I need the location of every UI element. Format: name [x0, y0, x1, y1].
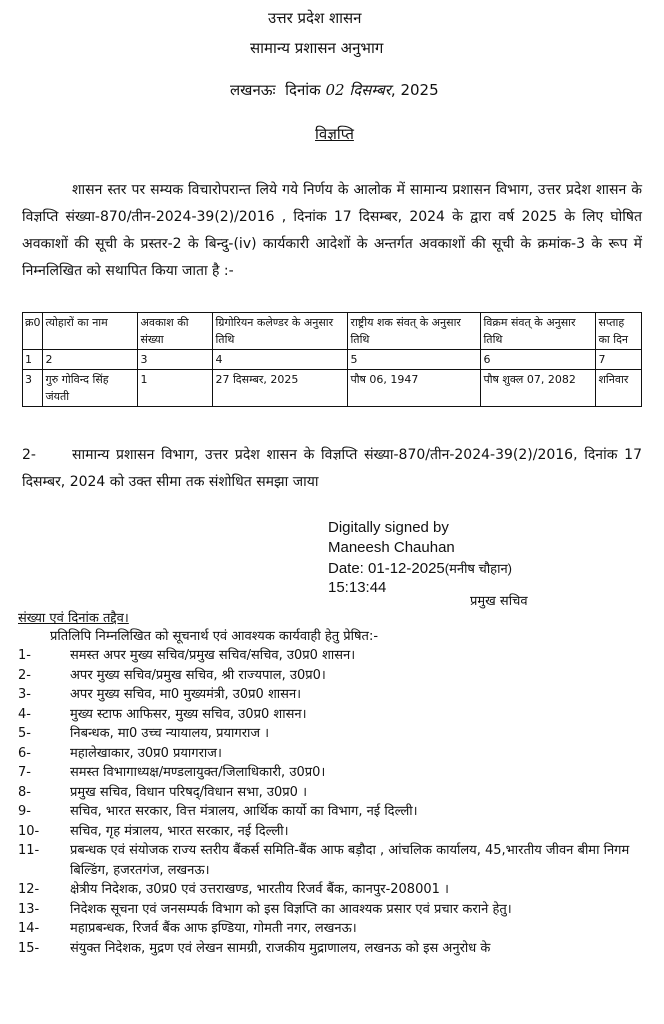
- item-text: समस्त अपर मुख्य सचिव/प्रमुख सचिव/सचिव, उ0प्र0 शासन।: [70, 648, 356, 663]
- item-number: 2-: [18, 667, 31, 683]
- holiday-table: [22, 312, 642, 407]
- item-number: 5-: [18, 726, 31, 741]
- list-item: [18, 763, 648, 783]
- item-number: 4-: [18, 706, 31, 722]
- number-cell: 7: [596, 350, 642, 370]
- table-number-row: [23, 350, 642, 370]
- item-text: महाप्रबन्धक, रिजर्व बैंक आफ इण्डिया, गोमती नगर, लखनऊ।: [70, 921, 357, 936]
- number-cell: 4: [213, 350, 348, 370]
- signature-line-3: [328, 559, 512, 577]
- header-cell: क्र0: [23, 313, 43, 350]
- number-cell: 3: [138, 350, 213, 370]
- signature-line-1: Digitally signed by: [328, 519, 449, 536]
- list-item: [18, 939, 648, 959]
- designation: प्रमुख सचिव: [470, 594, 528, 609]
- cell: पौष 06, 1947: [348, 370, 481, 407]
- item-text: संयुक्त निदेशक, मुद्रण एवं लेखन सामग्री, राजकीय मुद्राणालय, लखनऊ को इस अनुरोध के: [70, 940, 491, 956]
- copy-intro: प्रतिलिपि निम्नलिखित को सूचनार्थ एवं आवश्यक कार्यवाही हेतु प्रेषित:-: [50, 629, 379, 644]
- item-number: 11-: [18, 843, 40, 858]
- paragraph-2-number: 2-: [22, 447, 36, 463]
- table-row: [23, 370, 642, 407]
- header-cell: राष्ट्रीय शक संवत् के अनुसार तिथि: [348, 313, 481, 350]
- list-item: [18, 744, 648, 764]
- header-cell: त्योहारों का नाम: [43, 313, 138, 350]
- list-item: [18, 841, 648, 880]
- handwritten-date: 02 दिसम्बर: [325, 81, 391, 99]
- list-item: [18, 705, 648, 725]
- item-text: क्षेत्रीय निदेशक, उ0प्र0 एवं उत्तराखण्ड, भारतीय रिजर्व बैंक, कानपुर-208001 ।: [70, 882, 449, 897]
- item-number: 14-: [18, 921, 40, 936]
- signature-line-2: Maneesh Chauhan: [328, 539, 455, 556]
- government-name: उत्तर प्रदेश शासन: [268, 9, 362, 27]
- item-text: महालेखाकार, उ0प्र0 प्रयागराज।: [70, 745, 222, 761]
- item-number: 15-: [18, 940, 40, 956]
- item-text: मुख्य स्टाफ आफिसर, मुख्य सचिव, उ0प्र0 शासन।: [70, 706, 307, 722]
- item-number: 6-: [18, 745, 31, 761]
- item-number: 9-: [18, 804, 31, 819]
- signature-date: Date: 01-12-2025: [328, 560, 445, 577]
- cell: पौष शुक्ल 07, 2082: [481, 370, 596, 407]
- cell: 3: [23, 370, 43, 407]
- list-item: [18, 685, 648, 705]
- list-item: [18, 919, 648, 939]
- number-cell: 6: [481, 350, 596, 370]
- paragraph-1: [22, 177, 642, 285]
- signature-time: 15:13:44: [328, 579, 387, 596]
- document-title: विज्ञप्ति: [315, 125, 354, 143]
- recipient-list: [18, 646, 648, 958]
- paragraph-2: [22, 442, 642, 496]
- year: , 2025: [390, 81, 439, 99]
- reference-heading: संख्या एवं दिनांक तद्दैव।: [18, 611, 129, 626]
- header-cell: सप्ताह का दिन: [596, 313, 642, 350]
- item-text: निदेशक सूचना एवं जनसम्पर्क विभाग को इस विज्ञप्ति का आवश्यक प्रसार एवं प्रचार कराने हेतु।: [70, 901, 512, 917]
- cell: 27 दिसम्बर, 2025: [213, 370, 348, 407]
- list-item: [18, 646, 648, 666]
- list-item: [18, 802, 648, 822]
- list-item: [18, 783, 648, 803]
- cell: गुरु गोविन्द सिंह जंयती: [43, 370, 138, 407]
- list-item: [18, 822, 648, 842]
- item-number: 8-: [18, 784, 31, 800]
- number-cell: 5: [348, 350, 481, 370]
- item-number: 3-: [18, 687, 31, 702]
- number-cell: 1: [23, 350, 43, 370]
- paragraph-2-text: सामान्य प्रशासन विभाग, उत्तर प्रदेश शासन के विज्ञप्ति संख्या-870/तीन-2024-39(2)/2016, दिनांक 17 दिसम्बर, 2024 को उक्त सीमा तक संशोधित समझा जाया: [22, 447, 642, 490]
- item-text: समस्त विभागाध्यक्ष/मण्डलायुक्त/जिलाधिकारी, उ0प्र0।: [70, 765, 326, 780]
- table-header-row: [23, 313, 642, 350]
- cell: शनिवार: [596, 370, 642, 407]
- list-item: [18, 880, 648, 900]
- place: लखनऊः: [230, 81, 276, 99]
- item-number: 10-: [18, 823, 40, 839]
- section-name: सामान्य प्रशासन अनुभाग: [250, 39, 384, 57]
- item-text: प्रबन्धक एवं संयोजक राज्य स्तरीय बैंकर्स समिति-बैंक आफ बड़ौदा , आंचलिक कार्यालय, 45,भारतीय जीवन बीमा निगम बिल्डिंग, हजरतगंज, लखनऊ।: [70, 843, 630, 878]
- list-item: [18, 724, 648, 744]
- header-cell: ग्रिगोरियन कलेण्डर के अनुसार तिथि: [213, 313, 348, 350]
- item-number: 12-: [18, 882, 40, 897]
- place-date: [230, 80, 439, 100]
- header-cell: अवकाश की संख्या: [138, 313, 213, 350]
- item-text: अपर मुख्य सचिव, मा0 मुख्यमंत्री, उ0प्र0 शासन।: [70, 687, 302, 702]
- item-number: 7-: [18, 765, 31, 780]
- item-text: सचिव, भारत सरकार, वित्त मंत्रालय, आर्थिक कार्यो का विभाग, नई दिल्ली।: [70, 804, 418, 819]
- number-cell: 2: [43, 350, 138, 370]
- item-number: 13-: [18, 901, 40, 917]
- cell: 1: [138, 370, 213, 407]
- paragraph-1-text: शासन स्तर पर सम्यक विचारोपरान्त लिये गये निर्णय के आलोक में सामान्य प्रशासन विभाग, उत्तर प्रदेश शासन के विज्ञप्ति संख्या-870/तीन-2024-39(2)/2016 , दिनांक 17 दिसम्बर, 2024 के द्वारा वर्ष 2025 के लिए घोषित अवकाशों की सूची के प्रस्तर-2 के बिन्दु-(iv) कार्यकारी आदेशों के अन्तर्गत अवकाशों की सूची के क्रमांक-3 के रूप में निम्नलिखित को सथापित किया जाता है :-: [22, 182, 642, 279]
- list-item: [18, 666, 648, 686]
- list-item: [18, 900, 648, 920]
- item-text: सचिव, गृह मंत्रालय, भारत सरकार, नई दिल्ली।: [70, 823, 289, 839]
- header-cell: विक्रम संवत् के अनुसार तिथि: [481, 313, 596, 350]
- item-text: निबन्धक, मा0 उच्च न्यायालय, प्रयागराज ।: [70, 726, 270, 741]
- date-label: दिनांक: [285, 81, 321, 99]
- item-number: 1-: [18, 648, 31, 663]
- item-text: प्रमुख सचिव, विधान परिषद्/विधान सभा, उ0प्र0 ।: [70, 784, 307, 800]
- signer-name-hindi: (मनीष चौहान): [444, 561, 512, 576]
- item-text: अपर मुख्य सचिव/प्रमुख सचिव, श्री राज्यपाल, उ0प्र0।: [70, 667, 326, 683]
